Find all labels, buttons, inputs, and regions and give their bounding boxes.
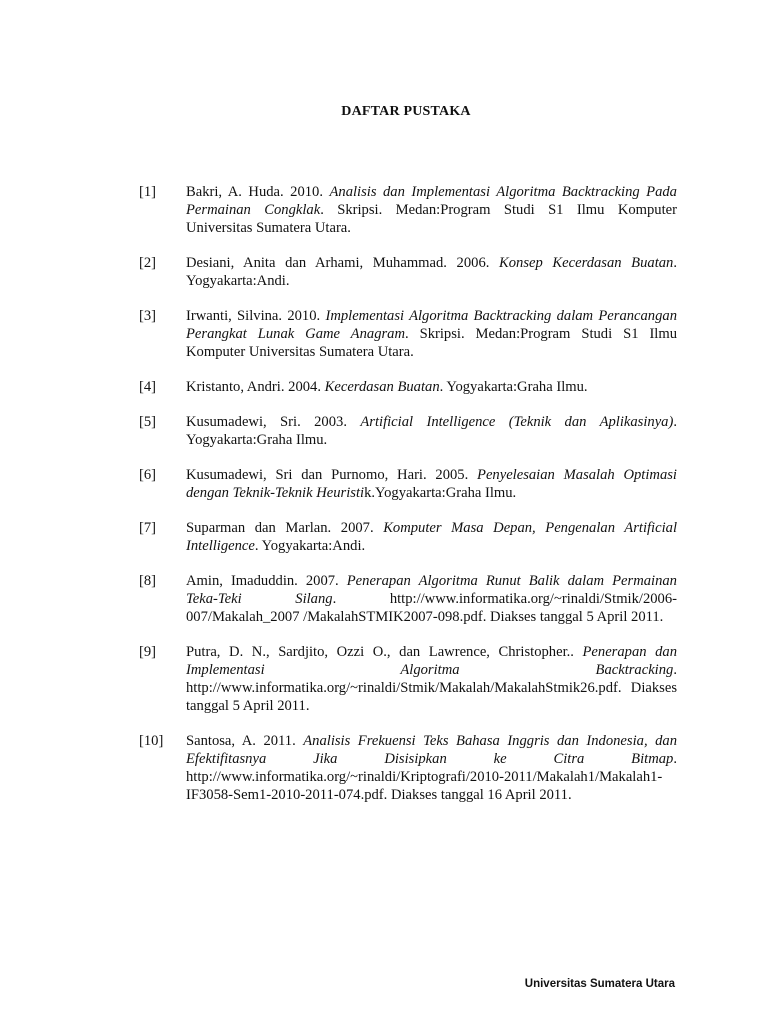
reference-authors: Irwanti, Silvina. 2010. [186,308,326,324]
reference-title: Artificial Intelligence (Teknik dan Aplikasinya) [360,414,674,430]
reference-authors: Kusumadewi, Sri. 2003. [186,414,361,430]
reference-text [186,183,677,237]
reference-title: Penerapan Algoritma Runut Balik dalam Permainan Teka-Teki Silang [186,573,677,607]
reference-title: Penyelesaian Masalah Optimasi dengan Teknik-Teknik Heuristi [186,467,677,501]
reference-authors: Santosa, A. 2011. [186,733,304,749]
reference-authors: Amin, Imaduddin. 2007. [186,573,347,589]
reference-text [186,572,677,626]
reference-source: . Yogyakarta:Andi. [254,538,366,554]
page-title: DAFTAR PUSTAKA [341,104,471,119]
reference-item [139,572,677,626]
reference-source: k.Yogyakarta:Graha Ilmu. [364,485,517,501]
reference-text [186,732,677,804]
reference-title: Analisis dan Implementasi Algoritma Backtracking Pada Permainan Congklak [186,184,677,218]
reference-source: . http://www.informatika.org/~rinaldi/Stmik/Makalah/MakalahStmik26.pdf. Diakses tanggal 5 April 2011. [186,662,677,714]
reference-item [139,732,677,804]
reference-title: Implementasi Algoritma Backtracking dalam Perancangan Perangkat Lunak Game Anagram [186,308,677,342]
reference-source: . Yogyakarta:Graha Ilmu. [186,414,677,448]
reference-title: Komputer Masa Depan, Pengenalan Artificial Intelligence [186,520,677,554]
reference-list [139,183,677,821]
reference-text [186,519,677,555]
reference-number: [8] [139,573,157,589]
reference-source: . Yogyakarta:Graha Ilmu. [439,379,588,395]
reference-number: [2] [139,255,157,271]
reference-authors: Kristanto, Andri. 2004. [186,379,325,395]
reference-authors: Kusumadewi, Sri dan Purnomo, Hari. 2005. [186,467,478,483]
reference-authors: Putra, D. N., Sardjito, Ozzi O., dan Lawrence, Christopher.. [186,644,583,660]
reference-item [139,183,677,237]
footer-institution: Universitas Sumatera Utara [524,978,675,990]
reference-text [186,643,677,715]
reference-item [139,413,677,449]
reference-number: [7] [139,520,157,536]
reference-title: Kecerdasan Buatan [324,379,440,395]
reference-number: [5] [139,414,157,430]
reference-item [139,466,677,502]
reference-title: Analisis Frekuensi Teks Bahasa Inggris dan Indonesia, dan Efektifitasnya Jika Disisipkan ke Citra Bitmap [186,733,677,767]
reference-text [186,378,677,396]
reference-source: . http://www.informatika.org/~rinaldi/Kriptografi/2010-2011/Makalah1/Makalah1-IF3058-Sem1-2010-2011-074.pdf. Diakses tanggal 16 April 2011. [186,751,677,803]
reference-authors: Bakri, A. Huda. 2010. [186,184,330,200]
reference-number: [6] [139,467,157,483]
reference-text [186,254,677,290]
reference-item [139,254,677,290]
reference-number: [10] [139,733,164,749]
reference-title: Konsep Kecerdasan Buatan [499,255,674,271]
reference-source: . Yogyakarta:Andi. [186,255,677,289]
reference-text [186,466,677,502]
reference-text [186,413,677,449]
reference-number: [3] [139,308,157,324]
reference-item [139,378,677,396]
reference-number: [4] [139,379,157,395]
reference-source: . Skripsi. Medan:Program Studi S1 Ilmu Komputer Universitas Sumatera Utara. [186,326,678,360]
reference-authors: Suparman dan Marlan. 2007. [186,520,384,536]
reference-item [139,519,677,555]
reference-title: Penerapan dan Implementasi Algoritma Backtracking [186,644,677,678]
reference-authors: Desiani, Anita dan Arhami, Muhammad. 2006. [186,255,500,271]
reference-item [139,643,677,715]
reference-number: [9] [139,644,157,660]
reference-text [186,307,677,361]
reference-item [139,307,677,361]
reference-source: . Skripsi. Medan:Program Studi S1 Ilmu Komputer Universitas Sumatera Utara. [186,202,677,236]
reference-number: [1] [139,184,157,200]
reference-source: . http://www.informatika.org/~rinaldi/Stmik/2006-007/Makalah_2007 /MakalahSTMIK2007-098.pdf. Diakses tanggal 5 April 2011. [186,591,677,625]
